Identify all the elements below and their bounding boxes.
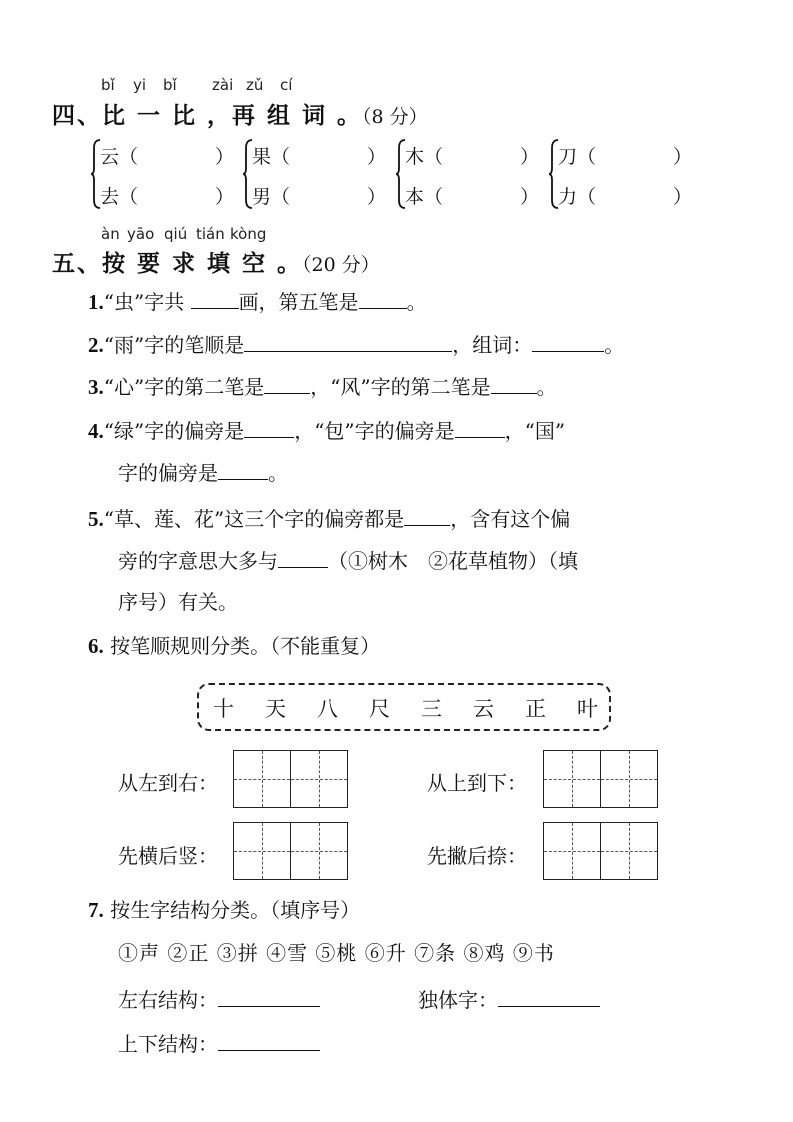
question-4 [88,419,565,442]
question-1 [88,290,427,313]
q3-text-b: ，“风”字的第二笔是 [310,375,491,399]
pinyin-bi2: bǐ [163,76,177,94]
q6-char-6: 云 [473,697,494,721]
section5-heading [52,245,380,278]
writing-cell[interactable] [290,750,348,808]
pair3-top-answer[interactable] [443,158,515,160]
section4-score: （8 分） [362,106,428,128]
pair2-top-answer[interactable] [290,158,362,160]
pair4-top: 刀（ [558,146,597,168]
pair2-bottom-close: ） [367,186,387,208]
q6-label-left-right: 从左到右： [118,771,218,795]
q1-text-a: “虫”字共 [103,290,185,314]
q3-text-a: “心”字的第二笔是 [103,375,265,399]
q1-blank-fifth-stroke[interactable] [359,290,407,309]
section4-title: 四、比 一 比 ，再 组 词 。 [52,103,363,129]
q6-grid-left-right [233,750,349,808]
pair3-bottom: 本（ [405,186,444,208]
q5-blank-radical[interactable] [404,507,450,526]
pair3-top-close: ） [520,146,540,168]
question-3 [88,375,557,398]
q7-label-top-bottom: 上下结构： [118,1032,218,1056]
pair1-top: 云（ [100,146,139,168]
q3-blank-feng[interactable] [491,375,537,394]
compare-pair-2 [242,138,392,210]
writing-cell[interactable] [543,822,601,880]
pair1-bottom: 去（ [100,186,139,208]
q5-number: 5. [88,507,104,531]
question-4-cont [118,461,288,483]
writing-cell[interactable] [233,750,291,808]
q7-left-right-row [118,988,320,1010]
q6-char-2: 天 [265,697,286,721]
section5-score: （20 分） [302,254,380,276]
q3-text-c: 。 [536,375,557,399]
q4-text-c: ，“国” [504,419,566,443]
q1-blank-strokes[interactable] [191,290,239,309]
q5-text-e: 序号）有关。 [118,590,238,614]
pinyin-ci: cí [280,76,293,94]
q6-label-top-bottom: 从上到下： [427,771,527,795]
pair2-top-close: ） [367,146,387,168]
pinyin-yao: yāo [127,225,155,243]
q3-number: 3. [88,375,104,399]
q7-top-bottom-row [118,1032,320,1054]
q4-blank-lv[interactable] [244,419,294,438]
section4-heading [52,97,428,130]
question-5 [88,507,570,530]
pair4-bottom-close: ） [673,186,693,208]
pinyin-an: àn [101,225,120,243]
pinyin-zu: zǔ [246,76,264,94]
q4-blank-guo[interactable] [218,461,268,480]
pair3-bottom-answer[interactable] [443,198,515,200]
writing-cell[interactable] [600,822,658,880]
question-2 [88,333,624,356]
pair1-bottom-close: ） [215,186,235,208]
q2-text-c: 。 [604,333,625,357]
pair3-bottom-close: ） [520,186,540,208]
compare-pair-3 [395,138,545,210]
writing-cell[interactable] [543,750,601,808]
q1-text-c: 。 [406,290,427,314]
writing-cell[interactable] [600,750,658,808]
q6-grid-pie-na [543,822,659,880]
q6-char-4: 尺 [369,697,390,721]
q6-grid-top-bottom [543,750,659,808]
q7-blank-left-right[interactable] [218,988,320,1007]
q4-text-e: 。 [268,461,288,485]
pinyin-kong: kòng [230,225,267,243]
q4-text-d: 字的偏旁是 [118,461,218,485]
pinyin-yi: yi [133,76,147,94]
pair2-bottom-answer[interactable] [290,198,362,200]
pair1-top-answer[interactable] [138,158,210,160]
q5-text-c: 旁的字意思大多与 [118,549,278,573]
q3-blank-xin[interactable] [264,375,310,394]
pinyin-qiu: qiú [164,225,188,243]
q6-label-pie-na: 先撇后捺： [427,844,527,868]
q5-blank-meaning[interactable] [278,549,328,568]
q7-number: 7. [88,898,104,922]
pair4-bottom: 力（ [558,186,597,208]
pair4-top-close: ） [673,146,693,168]
q4-number: 4. [88,419,104,443]
q4-text-b: ，“包”字的偏旁是 [294,419,455,443]
q2-text-b: ，组词： [452,333,533,357]
q6-grid-heng-shu [233,822,349,880]
compare-pair-4 [548,138,698,210]
q6-char-1: 十 [213,697,234,721]
q7-blank-top-bottom[interactable] [218,1032,320,1051]
pair2-bottom: 男（ [252,186,291,208]
writing-cell[interactable] [233,822,291,880]
pinyin-zai: zài [212,76,234,94]
q6-char-5: 三 [421,697,442,721]
q5-text-a: “草、莲、花”这三个字的偏旁都是 [103,507,405,531]
q6-number: 6. [88,634,104,658]
q6-char-8: 叶 [577,697,598,721]
q6-char-7: 正 [525,697,546,721]
q2-number: 2. [88,333,104,357]
pair4-bottom-answer[interactable] [596,198,668,200]
section5-title: 五、按 要 求 填 空 。 [52,251,303,277]
q6-char-3: 八 [317,697,338,721]
q5-text-d: （①树木 ②花草植物）（填 [328,549,578,573]
q7-single-row [418,988,600,1010]
q1-text-b: 画，第五笔是 [238,290,359,314]
pair4-top-answer[interactable] [596,158,668,160]
compare-pair-1 [90,138,240,210]
q5-text-b: ，含有这个偏 [450,507,571,531]
question-5-line2 [118,549,578,571]
q6-character-box [197,683,611,731]
q4-text-a: “绿”字的偏旁是 [103,419,245,443]
pinyin-bi1: bǐ [101,76,115,94]
q2-blank-word[interactable] [532,333,604,352]
q2-blank-stroke-order[interactable] [244,333,452,352]
pair3-top: 木（ [405,146,444,168]
q6-text: 按笔顺规则分类。（不能重复） [110,634,381,658]
q7-options: ①声 ②正 ③拼 ④雪 ⑤桃 ⑥升 ⑦条 ⑧鸡 ⑨书 [118,941,555,965]
pinyin-tian: tián [196,225,225,243]
q7-text: 按生字结构分类。（填序号） [110,898,361,922]
writing-cell[interactable] [290,822,348,880]
q7-blank-single[interactable] [498,988,600,1007]
question-5-line3 [118,592,238,612]
q7-label-single: 独体字： [418,988,498,1012]
pair1-top-close: ） [215,146,235,168]
question-6 [88,636,380,657]
pair1-bottom-answer[interactable] [138,198,210,200]
q2-text-a: “雨”字的笔顺是 [103,333,245,357]
question-7 [88,900,360,921]
q6-label-heng-shu: 先横后竖： [118,844,218,868]
q4-blank-bao[interactable] [455,419,505,438]
pair2-top: 果（ [252,146,291,168]
q1-number: 1. [88,290,104,314]
q7-label-left-right: 左右结构： [118,988,218,1012]
